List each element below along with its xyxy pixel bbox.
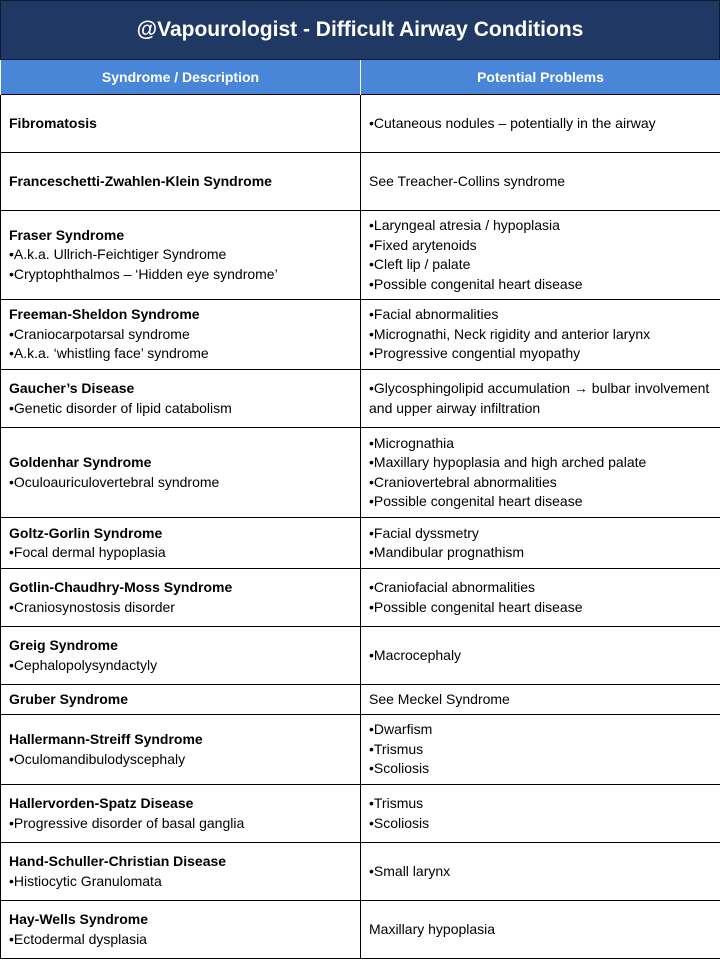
syndrome-cell xyxy=(1,300,361,370)
syndrome-name: Freeman-Sheldon Syndrome xyxy=(9,306,200,323)
syndrome-cell xyxy=(1,153,361,211)
potential-problem: •Fixed arytenoids xyxy=(369,236,477,253)
potential-problem: •Cleft lip / palate xyxy=(369,256,471,272)
problems-cell xyxy=(361,518,720,569)
syndrome-name: Fraser Syndrome xyxy=(9,226,125,243)
page-title: @Vapourologist - Difficult Airway Conditions xyxy=(0,0,720,60)
syndrome-description: •Craniosynostosis disorder xyxy=(9,598,175,615)
syndrome-cell xyxy=(1,569,361,627)
syndrome-name: Goltz-Gorlin Syndrome xyxy=(9,524,163,541)
potential-problem: •Trismus xyxy=(369,795,424,811)
syndrome-name: Hallervorden-Spatz Disease xyxy=(9,795,194,811)
table-row xyxy=(1,95,720,153)
table-row xyxy=(1,785,720,843)
table-row xyxy=(1,300,720,370)
syndrome-description: •A.k.a. Ullrich-Feichtiger Syndrome xyxy=(9,246,227,263)
syndrome-name: Greig Syndrome xyxy=(9,637,118,653)
table-row xyxy=(1,153,720,211)
syndrome-description: •Ectodermal dysplasia xyxy=(9,930,147,947)
syndrome-cell xyxy=(1,715,361,785)
syndrome-name: Hand-Schuller-Christian Disease xyxy=(9,853,227,869)
problems-cell xyxy=(361,685,720,715)
potential-problem: •Facial dyssmetry xyxy=(369,524,479,541)
syndrome-cell xyxy=(1,370,361,428)
potential-problem: Maxillary hypoplasia xyxy=(369,920,496,937)
syndrome-name: Hay-Wells Syndrome xyxy=(9,911,149,927)
potential-problem: See Meckel Syndrome xyxy=(369,690,510,707)
potential-problem: •Maxillary hypoplasia and high arched palate xyxy=(369,454,647,470)
potential-problem: •Glycosphingolipid accumulation → bulbar involvement and upper airway infiltration xyxy=(369,380,710,416)
potential-problem: •Possible congenital heart disease xyxy=(369,598,583,615)
problems-cell xyxy=(361,843,720,901)
syndrome-name: Goldenhar Syndrome xyxy=(9,454,152,470)
problems-cell xyxy=(361,627,720,685)
potential-problem: •Facial abnormalities xyxy=(369,306,499,323)
table-row xyxy=(1,518,720,569)
syndrome-description: •Oculoauriculovertebral syndrome xyxy=(9,473,220,490)
syndrome-name: Gotlin-Chaudhry-Moss Syndrome xyxy=(9,579,233,595)
syndrome-name: Fibromatosis xyxy=(9,114,97,131)
potential-problem: •Scoliosis xyxy=(369,814,430,831)
header-syndrome: Syndrome / Description xyxy=(1,60,361,95)
table-row xyxy=(1,715,720,785)
airway-conditions-table xyxy=(0,60,720,959)
syndrome-cell xyxy=(1,518,361,569)
syndrome-name: Hallermann-Streiff Syndrome xyxy=(9,731,203,747)
syndrome-description: •Genetic disorder of lipid catabolism xyxy=(9,399,232,416)
syndrome-cell xyxy=(1,95,361,153)
potential-problem: •Macrocephaly xyxy=(369,646,462,663)
table-row xyxy=(1,901,720,959)
problems-cell xyxy=(361,785,720,843)
problems-cell xyxy=(361,153,720,211)
problems-cell xyxy=(361,569,720,627)
problems-cell xyxy=(361,95,720,153)
problems-cell xyxy=(361,300,720,370)
potential-problem: •Micrognathi, Neck rigidity and anterior larynx xyxy=(369,325,651,342)
table-row xyxy=(1,843,720,901)
table-row xyxy=(1,569,720,627)
table-row xyxy=(1,685,720,715)
potential-problem: •Craniovertebral abnormalities xyxy=(369,473,557,490)
syndrome-description: •Craniocarpotarsal syndrome xyxy=(9,325,190,342)
table-row xyxy=(1,627,720,685)
header-problems: Potential Problems xyxy=(361,60,720,95)
syndrome-description: •A.k.a. ‘whistling face’ syndrome xyxy=(9,345,209,362)
syndrome-cell xyxy=(1,901,361,959)
syndrome-description: •Histiocytic Granulomata xyxy=(9,872,162,889)
potential-problem: •Cutaneous nodules – potentially in the airway xyxy=(369,114,656,131)
syndrome-cell xyxy=(1,785,361,843)
syndrome-cell xyxy=(1,211,361,300)
syndrome-description: •Focal dermal hypoplasia xyxy=(9,544,166,560)
potential-problem: •Scoliosis xyxy=(369,760,430,777)
syndrome-cell xyxy=(1,843,361,901)
problems-cell xyxy=(361,901,720,959)
potential-problem: See Treacher-Collins syndrome xyxy=(369,172,566,189)
potential-problem: •Possible congenital heart disease xyxy=(369,493,583,509)
potential-problem: •Mandibular prognathism xyxy=(369,544,525,560)
syndrome-description: •Progressive disorder of basal ganglia xyxy=(9,814,245,831)
table-row xyxy=(1,370,720,428)
potential-problem: •Progressive congential myopathy xyxy=(369,345,581,362)
syndrome-cell xyxy=(1,685,361,715)
potential-problem: •Dwarfism xyxy=(369,721,433,738)
syndrome-description: •Cryptophthalmos – ‘Hidden eye syndrome’ xyxy=(9,265,278,282)
syndrome-name: Franceschetti-Zwahlen-Klein Syndrome xyxy=(9,172,272,189)
problems-cell xyxy=(361,370,720,428)
syndrome-cell xyxy=(1,428,361,518)
potential-problem: •Possible congenital heart disease xyxy=(369,275,583,292)
syndrome-description: •Cephalopolysyndactyly xyxy=(9,656,158,673)
syndrome-cell xyxy=(1,627,361,685)
problems-cell xyxy=(361,211,720,300)
syndrome-description: •Oculomandibulodyscephaly xyxy=(9,750,186,767)
problems-cell xyxy=(361,428,720,518)
potential-problem: •Craniofacial abnormalities xyxy=(369,579,535,595)
table-header-row xyxy=(1,60,720,95)
table-row xyxy=(1,428,720,518)
potential-problem: •Laryngeal atresia / hypoplasia xyxy=(369,217,560,233)
problems-cell xyxy=(361,715,720,785)
syndrome-name: Gaucher’s Disease xyxy=(9,380,135,396)
potential-problem: •Small larynx xyxy=(369,862,451,879)
potential-problem: •Trismus xyxy=(369,740,424,757)
potential-problem: •Micrognathia xyxy=(369,434,455,451)
table-row xyxy=(1,211,720,300)
syndrome-name: Gruber Syndrome xyxy=(9,690,129,707)
